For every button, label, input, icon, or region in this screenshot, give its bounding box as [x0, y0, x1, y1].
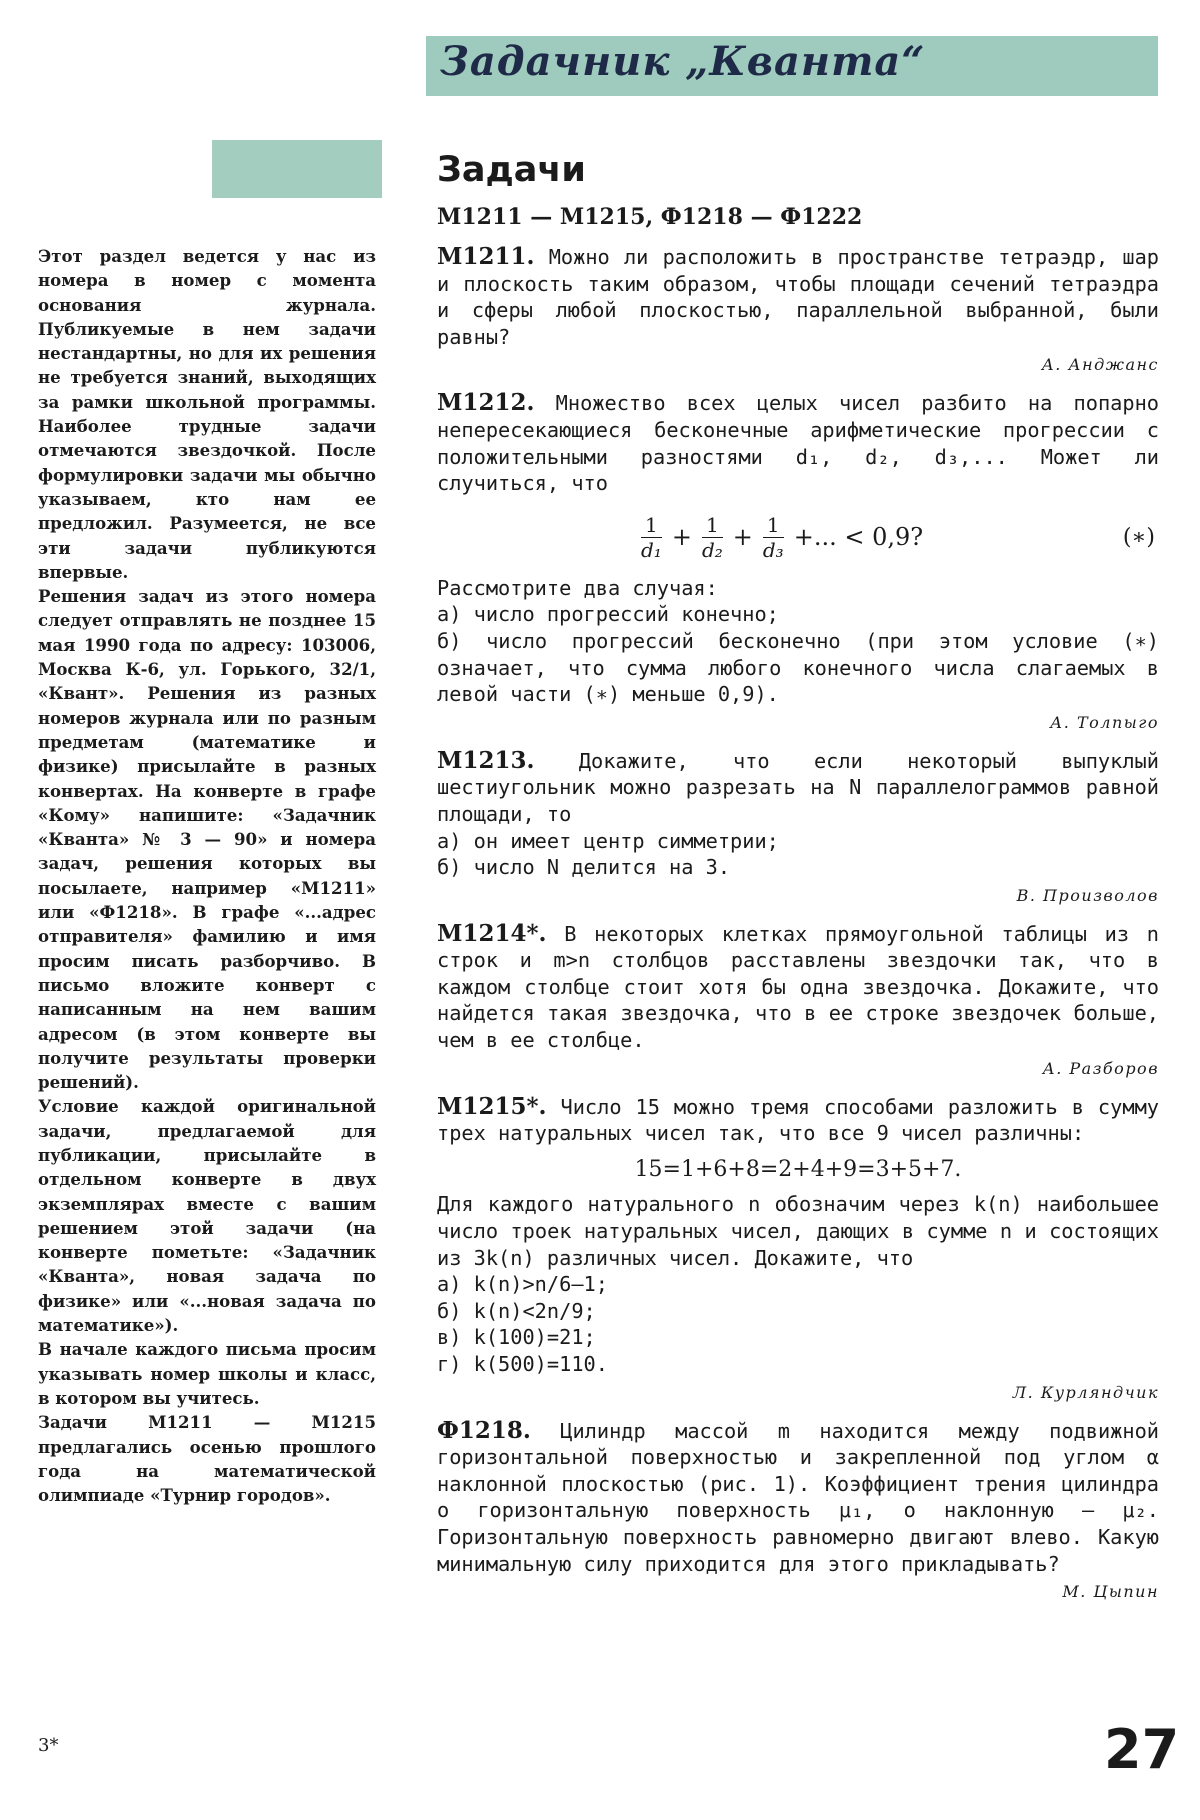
problem-text: Множество всех целых чисел разбито на попарно непересекающиеся бесконечные арифметические прогрессии с положительными разностями d₁, d₂, d₃,... Может ли случиться, что	[437, 391, 1159, 496]
problems-column	[437, 148, 1159, 1617]
problem-item: а) он имеет центр симметрии;	[437, 828, 779, 853]
section-banner	[426, 36, 1158, 96]
problem-item: в) k(100)=21;	[437, 1325, 596, 1350]
problem-item: б) k(n)<2n/9;	[437, 1298, 596, 1323]
fraction: $\frac{1}{\text{d₁}}$	[641, 512, 662, 562]
problem-author: А. Анджанс	[1041, 355, 1159, 375]
equation: 15=1+6+8=2+4+9=3+5+7.	[634, 1156, 962, 1182]
problem-id: М1214*.	[437, 919, 547, 947]
problem-m1215	[437, 1094, 1159, 1404]
formula-mark: (∗)	[1122, 524, 1155, 550]
problem-author: М. Цыпин	[1062, 1582, 1159, 1602]
problem-m1212	[437, 390, 1159, 733]
problem-author: А. Толпыго	[1050, 712, 1159, 732]
problem-item: б) число N делится на 3.	[437, 855, 731, 880]
problem-author: В. Произволов	[1016, 885, 1159, 905]
problem-item: а) k(n)>n/6—1;	[437, 1272, 608, 1297]
problem-id: М1212.	[437, 389, 535, 417]
problem-id: М1213.	[437, 746, 535, 774]
problem-item: а) число прогрессий конечно;	[437, 602, 779, 627]
signature-mark: 3*	[38, 1735, 59, 1756]
decorative-block	[212, 140, 382, 198]
fraction: $\frac{1}{\text{d₂}}$	[701, 512, 723, 562]
problem-text: Докажите, что если некоторый выпуклый шестиугольник можно разрезать на N параллелограммов равной площади, то	[437, 748, 1159, 826]
problem-id: М1211.	[437, 243, 535, 270]
problem-id: М1215*.	[437, 1092, 547, 1120]
problem-text: Цилиндр массой m находится между подвижной горизонтальной поверхностью и закрепленной под углом α наклонной плоскостью (рис. 1). Коэффициент трения цилиндра о горизонтальную поверхность μ₁, о наклонную — μ₂. Горизонтальную поверхность равномерно двигают влево. Какую минимальную силу приходится для этого прикладывать?	[437, 1418, 1159, 1576]
problem-m1211	[437, 244, 1159, 376]
banner-title: Задачник „Кванта“	[440, 38, 926, 85]
problem-text: Для каждого натурального n обозначим через k(n) наибольшее число троек натуральных чисел, дающих в сумме n и состоящих из 3k(n) различных чисел. Докажите, что	[437, 1192, 1159, 1270]
problem-m1213	[437, 748, 1159, 907]
page-number: 27	[1104, 1718, 1180, 1781]
formula-tail: +... < 0,9?	[793, 522, 924, 551]
problem-item: б) число прогрессий бесконечно (при этом условие (∗) означает, что сумма любого конечного числа слагаемых в левой части (∗) меньше 0,9).	[437, 628, 1159, 707]
problem-author: Л. Курляндчик	[1012, 1382, 1159, 1402]
problem-text: Число 15 можно тремя способами разложить в сумму трех натуральных чисел так, что все 9 чисел различны:	[437, 1094, 1159, 1146]
problems-range: М1211 — М1215, Ф1218 — Ф1222	[437, 204, 863, 230]
sidebar-paragraph: В начале каждого письма просим указывать номер школы и класс, в котором вы учитесь.	[38, 1339, 376, 1408]
problem-text: Рассмотрите два случая:	[437, 575, 718, 600]
problem-text: В некоторых клетках прямоугольной таблицы из n строк и m>n столбцов расставлены звездочки так, что в каждом столбце стоит хотя бы одна звездочка. Докажите, что найдется такая звездочка, что в ее строке звездочек больше, чем в ее столбце.	[437, 921, 1159, 1053]
problem-text: Можно ли расположить в пространстве тетраэдр, шар и плоскость таким образом, чтобы площади сечений тетраэдра и сферы любой плоскостью, параллельной выбранной, были равны?	[437, 245, 1159, 349]
page-title: Задачи	[437, 150, 586, 190]
sidebar-paragraph: Условие каждой оригинальной задачи, предлагаемой для публикации, присылайте в отдельном конверте в двух экземплярах вместе с вашим решением этой задачи (на конверте пометьте: «Задачник «Кванта», новая задача по физике» или «...новая задача по математике»).	[38, 1096, 376, 1336]
problem-author: А. Разборов	[1042, 1058, 1159, 1078]
sidebar-info	[38, 244, 376, 1507]
problem-m1214	[437, 921, 1159, 1080]
problem-item: г) k(500)=110.	[437, 1352, 608, 1376]
problem-f1218	[437, 1418, 1159, 1604]
problem-id: Ф1218.	[437, 1416, 531, 1444]
sidebar-paragraph: Решения задач из этого номера следует отправлять не позднее 15 мая 1990 года по адресу: 103006, Москва К-6, ул. Горького, 32/1, «Квант». Решения из разных номеров журнала или по разным предметам (математике и физике) присылайте в разных конвертах. На конверте в графе «Кому» напишите: «Задачник «Кванта» № 3 — 90» и номера задач, решения которых вы посылаете, например «М1211» или «Ф1218». В графе «...адрес отправителя» фамилию и имя просим писать разборчиво. В письмо вложите конверт с написанным на нем вашим адресом (в этом конверте вы получите результаты проверки решений).	[38, 586, 376, 1093]
sidebar-paragraph: Задачи М1211 — М1215 предлагались осенью прошлого года на математической олимпиаде «Турнир городов».	[38, 1412, 376, 1506]
formula-star: $\frac{1}{\text{d₁}}$ + $\frac{1}{\text{d₂}}$ + $\frac{1}{\text{d₃}}$ +... < 0,9? (∗)	[641, 512, 1155, 562]
fraction: $\frac{1}{\text{d₃}}$	[762, 512, 784, 562]
sidebar-paragraph: Этот раздел ведется у нас из номера в номер с момента основания журнала. Публикуемые в нем задачи нестандартны, но для их решения не требуется знаний, выходящих за рамки школьной программы. Наиболее трудные задачи отмечаются звездочкой. После формулировки задачи мы обычно указываем, кто нам ее предложил. Разумеется, не все эти задачи публикуются впервые.	[38, 246, 376, 582]
